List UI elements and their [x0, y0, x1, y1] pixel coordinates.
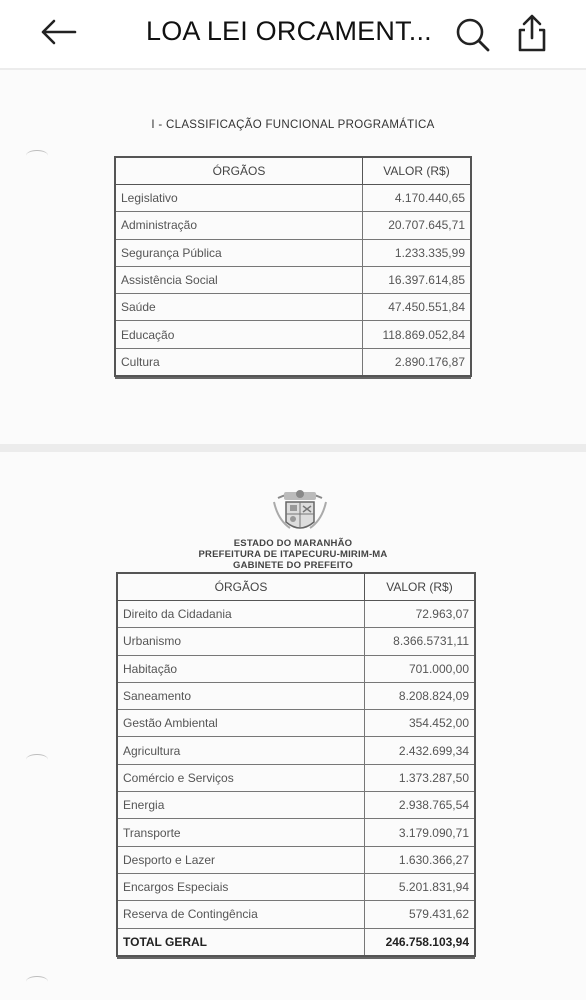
budget-table-2 — [116, 572, 476, 957]
value-cell: 354.452,00 — [365, 710, 476, 737]
share-button[interactable] — [512, 12, 552, 54]
table-row — [117, 601, 475, 628]
app-bar — [0, 0, 586, 68]
document-page-2 — [0, 452, 586, 1000]
value-cell: 579.431,62 — [365, 901, 476, 928]
value-cell: 20.707.645,71 — [363, 212, 472, 239]
org-cell: Segurança Pública — [115, 239, 363, 266]
value-cell: 1.373.287,50 — [365, 764, 476, 791]
search-button[interactable] — [452, 14, 492, 54]
punch-hole-mark — [26, 150, 48, 161]
org-cell: Reserva de Contingência — [117, 901, 365, 928]
value-cell: 118.869.052,84 — [363, 321, 472, 348]
budget-table-1 — [114, 156, 472, 377]
table-row — [117, 901, 475, 928]
table-row — [117, 628, 475, 655]
org-cell: Habitação — [117, 655, 365, 682]
table-header-row — [117, 573, 475, 601]
org-cell: Assistência Social — [115, 266, 363, 293]
table-row — [115, 294, 471, 321]
value-cell: 8.366.5731,11 — [365, 628, 476, 655]
value-cell: 1.233.335,99 — [363, 239, 472, 266]
org-cell: Saneamento — [117, 682, 365, 709]
org-cell: Desporto e Lazer — [117, 846, 365, 873]
table-row — [117, 792, 475, 819]
column-header-valor: VALOR (R$) — [363, 157, 472, 185]
value-cell: 3.179.090,71 — [365, 819, 476, 846]
total-value: 246.758.103,94 — [365, 928, 476, 956]
org-cell: Direito da Cidadania — [117, 601, 365, 628]
column-header-orgaos: ÓRGÃOS — [117, 573, 365, 601]
back-button[interactable] — [36, 14, 80, 50]
punch-hole-mark — [26, 976, 48, 987]
header-state: ESTADO DO MARANHÃO — [233, 538, 353, 549]
value-cell: 1.630.366,27 — [365, 846, 476, 873]
document-page-1 — [0, 70, 586, 444]
value-cell: 2.938.765,54 — [365, 792, 476, 819]
coat-of-arms-seal — [270, 486, 330, 538]
column-header-valor: VALOR (R$) — [365, 573, 476, 601]
org-cell: Energia — [117, 792, 365, 819]
table-row — [117, 682, 475, 709]
document-title: LOA LEI ORCAMENT... — [146, 16, 432, 46]
table-row — [115, 266, 471, 293]
table-row — [115, 239, 471, 266]
table-row — [117, 764, 475, 791]
org-cell: Cultura — [115, 348, 363, 376]
total-row — [117, 928, 475, 956]
value-cell: 47.450.551,84 — [363, 294, 472, 321]
punch-hole-mark — [26, 754, 48, 765]
table-row — [117, 737, 475, 764]
table-row — [115, 212, 471, 239]
header-city: PREFEITURA DE ITAPECURU-MIRIM-MA — [198, 549, 388, 560]
org-cell: Legislativo — [115, 185, 363, 212]
table-row — [117, 846, 475, 873]
table-row — [115, 348, 471, 376]
value-cell: 72.963,07 — [365, 601, 476, 628]
table-row — [115, 321, 471, 348]
value-cell: 16.397.614,85 — [363, 266, 472, 293]
org-cell: Saúde — [115, 294, 363, 321]
search-icon — [452, 14, 492, 54]
org-cell: Administração — [115, 212, 363, 239]
value-cell: 2.432.699,34 — [365, 737, 476, 764]
table-header-row — [115, 157, 471, 185]
arrow-left-icon — [38, 17, 78, 47]
value-cell: 701.000,00 — [365, 655, 476, 682]
total-label: TOTAL GERAL — [117, 928, 365, 956]
value-cell: 4.170.440,65 — [363, 185, 472, 212]
table-row — [117, 819, 475, 846]
section-heading: I - CLASSIFICAÇÃO FUNCIONAL PROGRAMÁTICA — [151, 119, 435, 131]
value-cell: 2.890.176,87 — [363, 348, 472, 376]
org-cell: Educação — [115, 321, 363, 348]
table-row — [117, 873, 475, 900]
header-office: GABINETE DO PREFEITO — [233, 560, 353, 571]
org-cell: Transporte — [117, 819, 365, 846]
table-row — [117, 710, 475, 737]
table-row — [115, 185, 471, 212]
org-cell: Comércio e Serviços — [117, 764, 365, 791]
column-header-orgaos: ÓRGÃOS — [115, 157, 363, 185]
value-cell: 8.208.824,09 — [365, 682, 476, 709]
value-cell: 5.201.831,94 — [365, 873, 476, 900]
table-row — [117, 655, 475, 682]
org-cell: Agricultura — [117, 737, 365, 764]
org-cell: Urbanismo — [117, 628, 365, 655]
org-cell: Encargos Especiais — [117, 873, 365, 900]
share-icon — [512, 12, 552, 54]
org-cell: Gestão Ambiental — [117, 710, 365, 737]
